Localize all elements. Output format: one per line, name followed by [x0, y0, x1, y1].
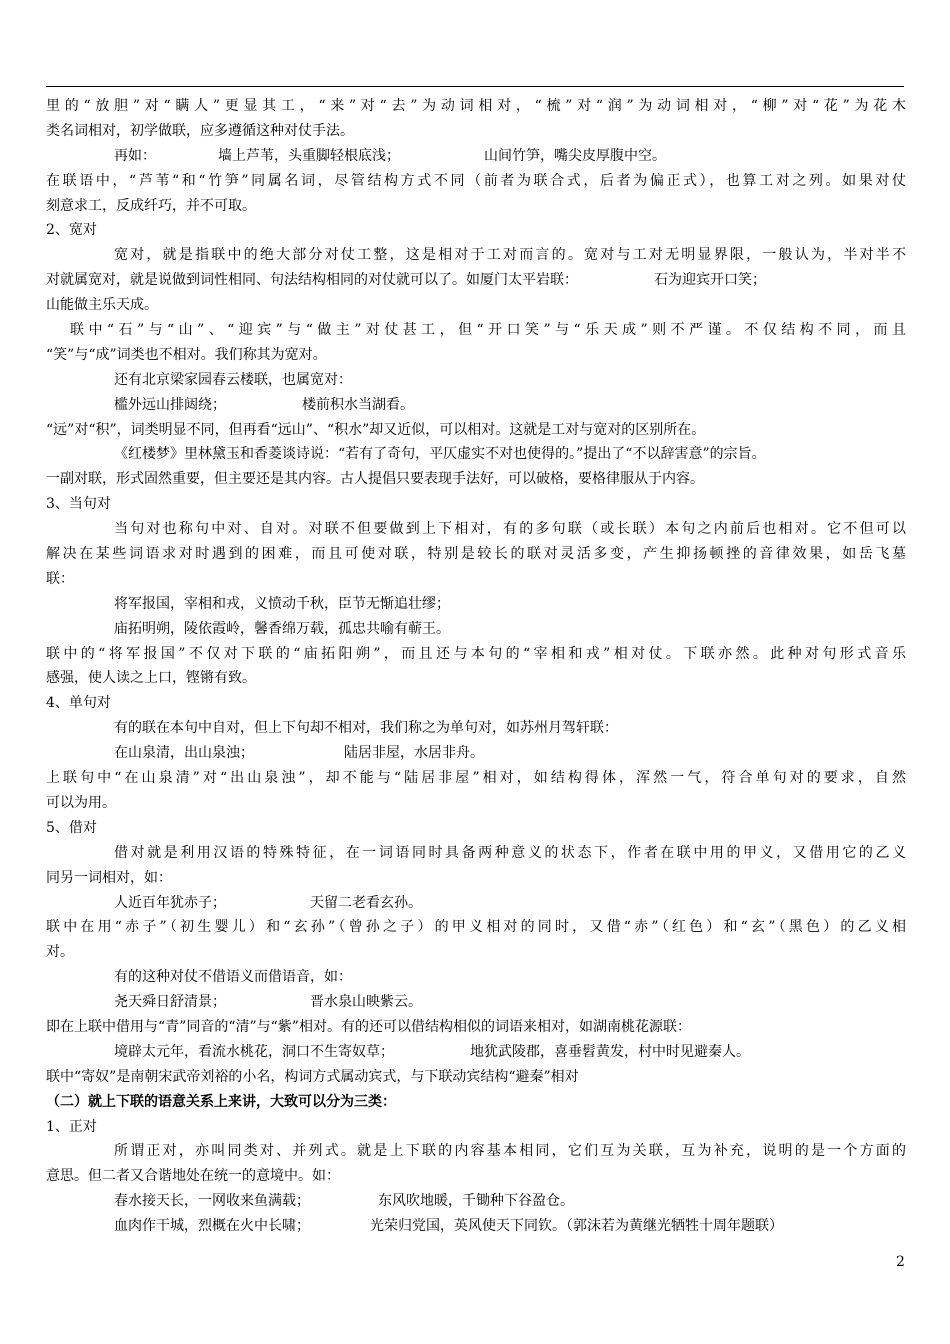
text-line: 有的联在本句中自对，但上下句却不相对，我们称之为单句对，如苏州月驾轩联： — [114, 720, 618, 737]
text-line: 上联句中“在山泉清”对“出山泉浊”，却不能与“陆居非屋”相对，如结构得体，浑然一气，符合单句对的要求，自然 — [46, 770, 906, 787]
text-line: “笑”与“成”词类也不相对。我们称其为宽对。 — [46, 346, 327, 363]
text-line: 即在上联中借用与“青”同音的“清”与“紫”相对。有的还可以借结构相似的词语来相对，如湖南桃花源联： — [46, 1018, 691, 1035]
text-line: 联中“寄奴”是南朝宋武帝刘裕的小名，构词方式属动宾式，与下联动宾结构“避秦”相对 — [46, 1068, 579, 1085]
header-rule — [46, 86, 904, 87]
couplet-line: 春水接天长，一网收来鱼满载； 东风吹地暖，千锄种下谷盈仓。 — [114, 1193, 574, 1210]
couplet-line: 再如： 墙上芦苇，头重脚轻根底浅； 山间竹笋，嘴尖皮厚腹中空。 — [114, 147, 666, 164]
text-line: 里的“放胆”对“瞒人”更显其工，“来”对“去”为动词相对，“梳”对“润”为动词相对，“柳”对“花”为花木 — [46, 98, 906, 114]
section-heading: 2、宽对 — [46, 222, 97, 239]
couplet-line: 境辟太元年，看流水桃花，洞口不生寄奴草； 地犹武陵郡，喜垂髫黄发，村中时见避秦人。 — [114, 1043, 750, 1060]
text-line: 感强，使人读之上口，铿锵有致。 — [46, 670, 256, 687]
text-line: 意思。但二者又合谐地处在统一的意境中。如： — [46, 1168, 340, 1185]
text-line: “远”对“积”，词类明显不同，但再看“远山”、“积水”却又近似，可以相对。这就是工对与宽对的区别所在。 — [46, 421, 706, 438]
text-line: 类名词相对，初学做联，应多遵循这种对仗手法。 — [46, 122, 354, 139]
couplet-line: 在山泉清，出山泉浊； 陆居非屋，水居非舟。 — [114, 745, 484, 762]
couplet-line: 血肉作干城，烈概在火中长啸； 光荣归党国，英风使天下同钦。（郭沫若为黄继光牺牲十周年题联） — [114, 1218, 783, 1235]
text-line: 解决在某些词语求对时遇到的困难，而且可使对联，特别是较长的联对灵活多变，产生抑扬顿挫的音律效果，如岳飞墓 — [46, 546, 906, 563]
section-heading: 1、正对 — [46, 1118, 97, 1135]
text-line: 对。 — [46, 944, 74, 961]
text-line: 《红楼梦》里林黛玉和香菱谈诗说：“若有了奇句，平仄虚实不对也使得的。”提出了“不以辞害意”的宗旨。 — [114, 446, 766, 463]
document-body — [46, 94, 906, 1239]
text-line: 联： — [46, 570, 74, 587]
section-heading: 4、单句对 — [46, 695, 111, 712]
couplet-line: 人近百年犹赤子； 天留二老看玄孙。 — [114, 894, 422, 911]
couplet-line: 将军报国，宰相和戎，义愤动千秋，臣节无惭追壮缪； — [114, 595, 450, 612]
couplet-line: 庙拓明朔，陵依霞岭，馨香绵万载，孤忠共喻有蕲王。 — [114, 620, 450, 637]
text-line: 还有北京梁家园春云楼联，也属宽对： — [114, 371, 352, 388]
page-number: 2 — [896, 1254, 905, 1270]
text-line: 所谓正对，亦叫同类对、并列式。就是上下联的内容基本相同，它们互为关联，互为补充，说明的是一个方面的 — [114, 1143, 906, 1160]
text-line: 在联语中，“芦苇“和“竹笋”同属名词，尽管结构方式不同（前者为联合式，后者为偏正式），也算工对之列。如果对仗 — [46, 172, 906, 189]
text-line: 联中的“将军报国”不仅对下联的“庙拓阳朔”，而且还与本句的“宰相和戎”相对仗。下联亦然。此种对句形式音乐 — [46, 645, 906, 662]
text-line: 刻意求工，反成纤巧，并不可取。 — [46, 197, 256, 214]
text-line: 山能做主乐天成。 — [46, 297, 158, 314]
section-heading: 3、当句对 — [46, 496, 111, 513]
couplet-line: 槛外远山排闼绕； 楼前积水当湖看。 — [114, 396, 414, 413]
text-line: 联中“石”与“山”、“迎宾”与“做主”对仗甚工，但“开口笑”与“乐天成”则不严谨。不仅结构不同，而且 — [70, 322, 906, 339]
text-line: 可以为用。 — [46, 794, 116, 811]
text-line: 一副对联，形式固然重要，但主要还是其内容。古人提倡只要表现手法好，可以破格，要格律服从于内容。 — [46, 471, 704, 488]
couplet-line: 尧天舜日舒清景； 晋水泉山映紫云。 — [114, 994, 422, 1011]
text-line: 借对就是利用汉语的特殊特征，在一词语同时具备两种意义的状态下，作者在联中用的甲义，又借用它的乙义 — [114, 844, 906, 861]
text-line: 有的这种对仗不借语义而借语音，如： — [114, 969, 352, 986]
text-line: 当句对也称句中对、自对。对联不但要做到上下相对，有的多句联（或长联）本句之内前后也相对。它不但可以 — [114, 521, 906, 538]
subsection-heading: （二）就上下联的语意关系上来讲，大致可以分为三类： — [46, 1093, 396, 1110]
text-line: 宽对，就是指联中的绝大部分对仗工整，这是相对于工对而言的。宽对与工对无明显界限，一般认为，半对半不 — [114, 247, 906, 264]
text-line: 同另一词相对，如： — [46, 869, 172, 886]
section-heading: 5、借对 — [46, 819, 97, 836]
text-line: 联中在用“赤子”（初生婴儿）和“玄孙”（曾孙之子）的甲义相对的同时，又借“赤”（红色）和“玄”（黑色）的乙义相 — [46, 919, 906, 936]
text-line: 对就属宽对，就是说做到词性相同、句法结构相同的对仗就可以了。如厦门太平岩联： 石为迎宾开口笑； — [46, 272, 766, 289]
